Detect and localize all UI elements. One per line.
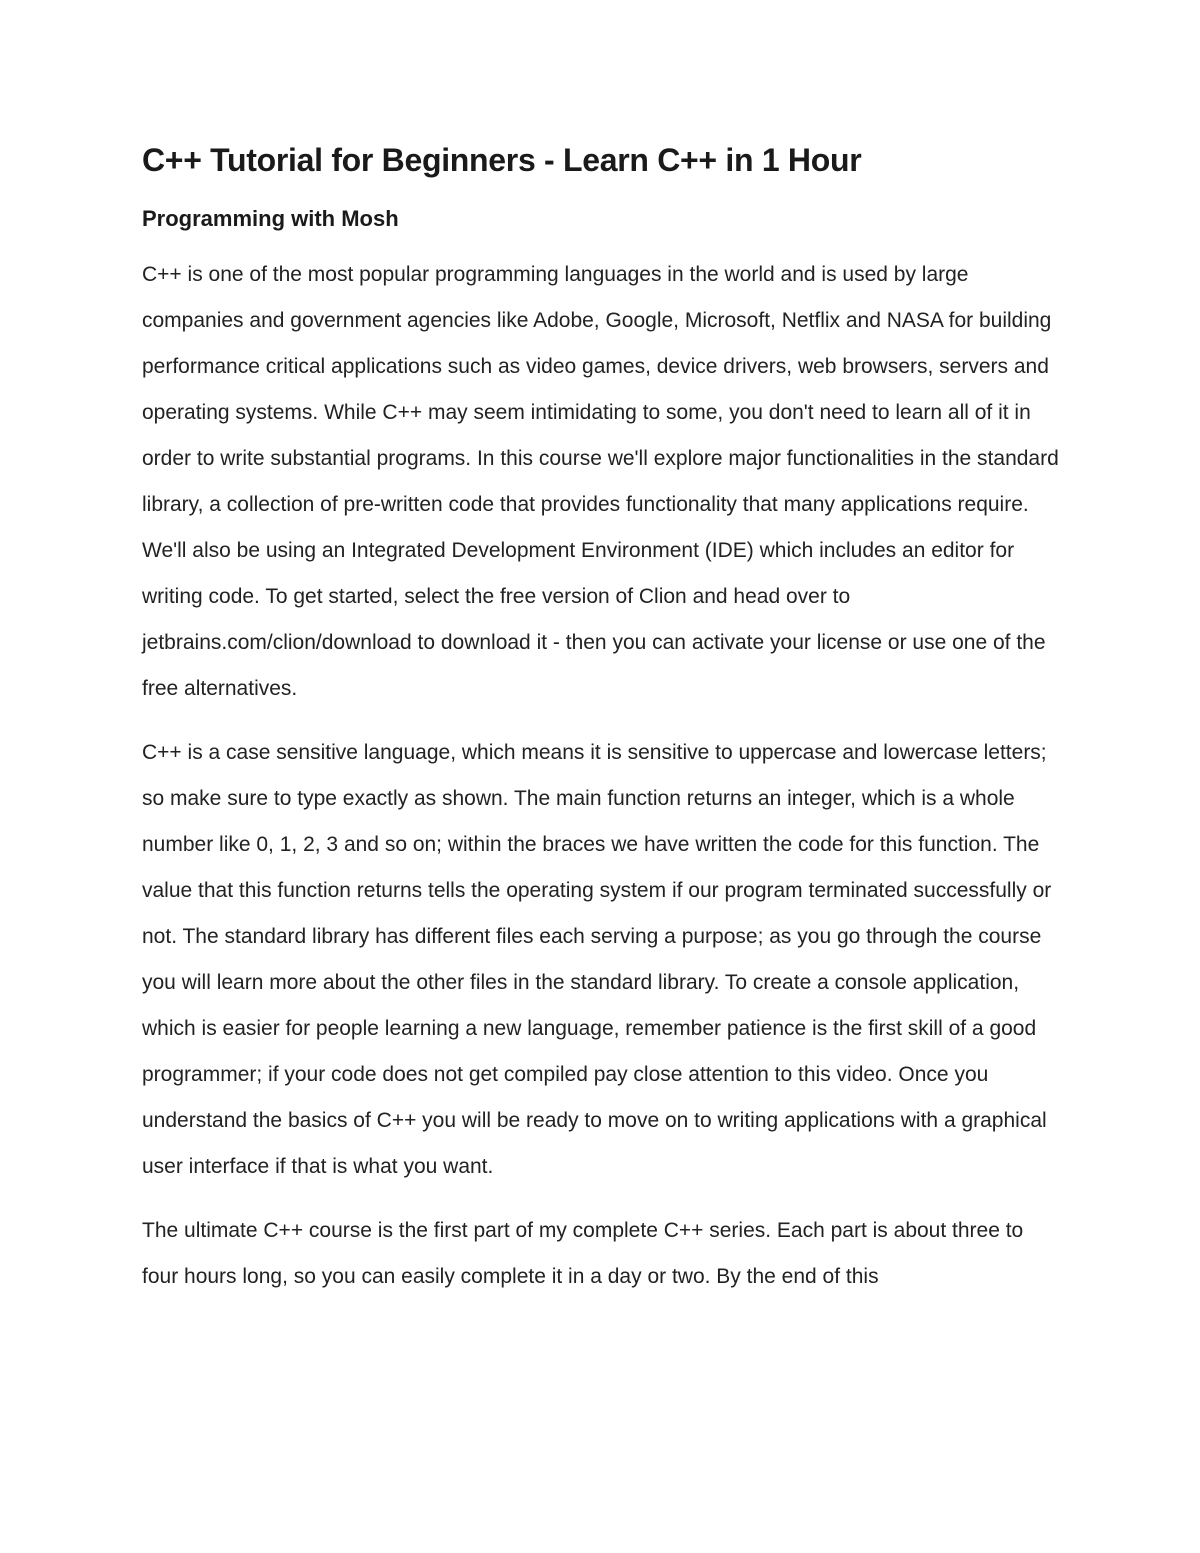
document-body — [142, 138, 1062, 1318]
paragraph-ultimate-course: The ultimate C++ course is the first part of my complete C++ series. Each part is about three to four hours long, so you can easily complete it in a day or two. By the end of this — [142, 1219, 1024, 1288]
paragraph-intro: C++ is one of the most popular programming languages in the world and is used by large companies and government agencies like Adobe, Google, Microsoft, Netflix and NASA for building performance critical applications such as video games, device drivers, web browsers, servers and operating systems. While C++ may seem intimidating to some, you don't need to learn all of it in order to write substantial programs. In this course we'll explore major functionalities in the standard library, a collection of pre-written code that provides functionality that many applications require. We'll also be using an Integrated Development Environment (IDE) which includes an editor for writing code. To get started, select the free version of Clion and head over to jetbrains.com/clion/download to download it - then you can activate your license or use one of the free alternatives. — [142, 263, 1059, 700]
document-title: C++ Tutorial for Beginners - Learn C++ in 1 Hour — [142, 142, 862, 178]
paragraph-case-sensitivity: C++ is a case sensitive language, which means it is sensitive to uppercase and lowercase letters; so make sure to type exactly as shown. The main function returns an integer, which is a whole number like 0, 1, 2, 3 and so on; within the braces we have written the code for this function. The value that this function returns tells the operating system if our program terminated successfully or not. The standard library has different files each serving a purpose; as you go through the course you will learn more about the other files in the standard library. To create a console application, which is easier for people learning a new language, remember patience is the first skill of a good programmer; if your code does not get compiled pay close attention to this video. Once you understand the basics of C++ you will be ready to move on to writing applications with a graphical user interface if that is what you want. — [142, 741, 1052, 1178]
document-author: Programming with Mosh — [142, 206, 399, 231]
